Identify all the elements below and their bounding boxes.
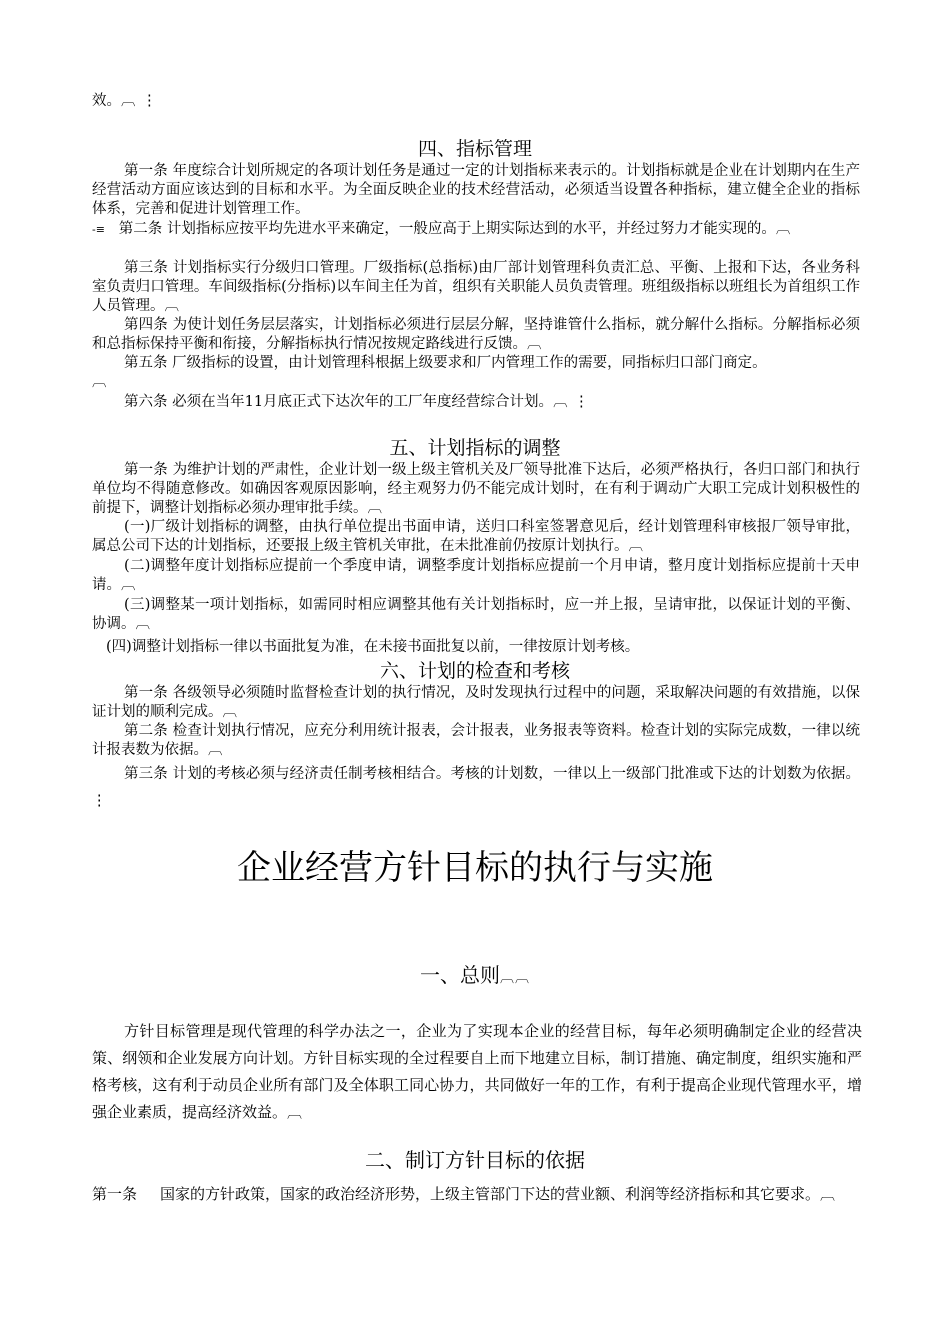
section-4-article-3 [92, 259, 860, 316]
section-6-article-1 [92, 684, 860, 722]
section-4-article-4 [92, 316, 860, 354]
basis-section-title: 二、制订方针目标的依据 [365, 1148, 585, 1172]
section-5-item-1 [92, 518, 860, 556]
article-text: 第一条 年度综合计划所规定的各项计划任务是通过一定的计划指标来表示的。计划指标就是企业在计划期内在生产经营活动方面应该达到的目标和水平。为全面反映企业的技术经营活动，必须适当设置各种指标，建立健全企业的指标体系，完善和促进计划管理工作。 [92, 163, 860, 217]
article-text: 第一条 为维护计划的严肃性，企业计划一级上级主管机关及厂领导批准下达后，必须严格执行，各归口部门和执行单位均不得随意修改。如确因客观原因影响，经主观努力仍不能完成计划时，在有利于调动广大职工完成计划积极性的前提下，调整计划指标必须办理审批手续。 [92, 462, 860, 516]
section-6-title: 六、计划的检查和考核 [379, 661, 570, 682]
paragraph-mark: ︹ [121, 577, 137, 593]
section-4-article-5-end [92, 373, 860, 392]
fragment-text: 效。 [92, 93, 121, 109]
paragraph-mark: ⋮ [92, 793, 108, 809]
article-text: 第六条 必须在当年11月底正式下达次年的工厂年度经营综合计划。 [124, 394, 554, 410]
margin-mark: -≡ [92, 223, 105, 236]
paragraph-mark: ︹ ⋮ [553, 394, 590, 410]
paragraph-mark: ︹ [222, 704, 238, 720]
paragraph-mark: ︹ [164, 298, 180, 314]
section-title-text: 一、总则 [420, 963, 500, 987]
general-section-paragraph [92, 1018, 862, 1126]
section-5-article-1 [92, 461, 860, 518]
article-text: 第四条 为使计划任务层层落实，计划指标必须进行层层分解，坚持谁管什么指标，就分解什么指标。分解指标必须和总指标保持平衡和衔接，分解指标执行情况按规定路线进行反馈。 [92, 317, 860, 352]
article-text: 第五条 厂级指标的设置，由计划管理科根据上级要求和厂内管理工作的需要，同指标归口部门商定。 [124, 355, 767, 371]
section-6-article-3 [92, 761, 860, 815]
top-fragment [92, 92, 860, 111]
section-6-article-2 [92, 722, 860, 760]
paragraph-mark: ︹︹ [500, 970, 530, 986]
paragraph-mark: ︹ [628, 538, 644, 554]
paragraph-mark: ︹ [92, 374, 108, 390]
paragraph-mark: ︹ [287, 1103, 304, 1121]
section-5-item-3 [92, 596, 860, 634]
article-1-body [160, 1181, 860, 1208]
section-4-article-5 [92, 354, 860, 373]
item-text: (二)调整年度计划指标应提前一个季度申请，调整季度计划指标应提前一个月申请，整月度计划指标应提前十天申请。 [92, 558, 860, 593]
section-5-item-4 [92, 638, 860, 657]
section-4-article-1 [92, 162, 860, 219]
paragraph-mark: ︹ [208, 742, 224, 758]
paragraph-mark: ︹ [820, 1185, 837, 1203]
article-text: 国家的方针政策，国家的政治经济形势，上级主管部门下达的营业额、利润等经济指标和其它要求。 [160, 1185, 821, 1203]
item-text: (三)调整某一项计划指标，如需同时相应调整其他有关计划指标时，应一并上报，呈请审批，以保证计划的平衡、协调。 [92, 597, 860, 632]
paragraph-text: 方针目标管理是现代管理的科学办法之一，企业为了实现本企业的经营目标，每年必须明确制定企业的经营决策、纲领和企业发展方向计划。方针目标实现的全过程要自上而下地建立目标，制订措施、确定制度，组织实施和严格考核，这有利于动员企业所有部门及全体职工同心协力，共同做好一年的工作，有利于提高企业现代管理水平，增强企业素质，提高经济效益。 [92, 1022, 862, 1121]
document-title: 企业经营方针目标的执行与实施 [237, 849, 713, 887]
article-text: 第二条 计划指标应按平均先进水平来确定，一般应高于上期实际达到的水平，并经过努力才能实现的。 [118, 221, 776, 237]
section-5-title: 五、计划指标的调整 [389, 438, 561, 459]
article-text: 第二条 检查计划执行情况，应充分利用统计报表，会计报表，业务报表等资料。检查计划的实际完成数，一律以统计报表数为依据。 [92, 723, 860, 758]
item-text: (一)厂级计划指标的调整，由执行单位提出书面申请，送归口科室签署意见后，经计划管理科审核报厂领导审批，属总公司下达的计划指标，还要报上级主管机关审批，在未批准前仍按原计划执行。 [92, 519, 860, 554]
article-text: 第三条 计划指标实行分级归口管理。厂级指标(总指标)由厂部计划管理科负责汇总、平衡、上报和下达，各业务科室负责归口管理。车间级指标(分指标)以车间主任为首，组织有关职能人员负责管理。班组级指标以班组长为首组织工作人员管理。 [92, 260, 860, 314]
section-4-article-6 [92, 393, 860, 412]
general-section-title [0, 963, 950, 990]
paragraph-mark: ︹ [135, 616, 151, 632]
paragraph-mark: ︹ [367, 500, 383, 516]
section-4-article-2 [92, 220, 860, 239]
section-4-title: 四、指标管理 [417, 139, 532, 160]
paragraph-mark: ︹ [775, 221, 792, 237]
section-5-item-2 [92, 557, 860, 595]
item-text: (四)调整计划指标一律以书面批复为准，在未接书面批复以前，一律按原计划考核。 [106, 639, 640, 655]
article-text: 第三条 计划的考核必须与经济责任制考核相结合。考核的计划数，一律以上一级部门批准或下达的计划数为依据。 [124, 766, 860, 782]
article-text: 第一条 各级领导必须随时监督检查计划的执行情况，及时发现执行过程中的问题，采取解决问题的有效措施，以保证计划的顺利完成。 [92, 685, 860, 720]
paragraph-mark: ︹ ⋮ [121, 93, 158, 109]
article-1-label: 第一条 [92, 1185, 138, 1203]
paragraph-mark: ︹ [527, 336, 543, 352]
